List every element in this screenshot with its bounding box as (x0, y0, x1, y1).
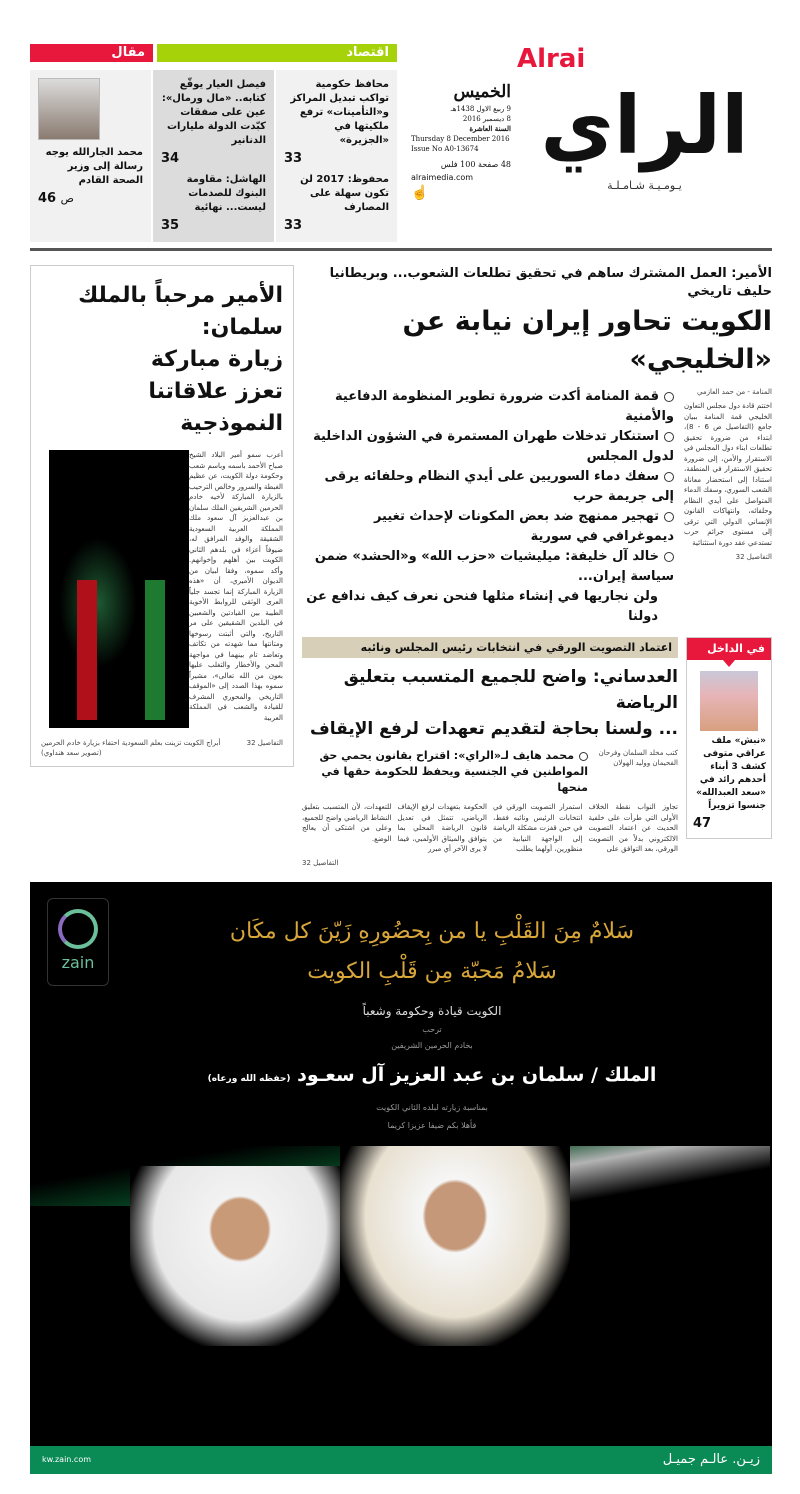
sports-col: للتعهدات، لأن المتسبب بتعليق النشاط الرياضي واضح للجميع، وعلى من اشتكى أن يعالج الوضع. (302, 803, 392, 843)
sports-subhead: محمد هايف لـ«الراي»: اقتراح بقانون يحمي حق المواطنين في الجنسية ويحفظ للحكومة حقها في منحها (319, 749, 588, 794)
lead-byline: المنامة - من حمد العازمي (697, 388, 772, 396)
gregorian-date-ar: 8 ديسمبر 2016 (462, 115, 511, 123)
zain-ad[interactable] (30, 882, 772, 1474)
sports-story (302, 637, 678, 868)
ad-line: الكويت قيادة وحكومة وشعباً (362, 1003, 502, 1018)
red-tower-shape (77, 580, 97, 720)
emir-body: أعرب سمو أمير البلاد الشيخ صباح الأحمد باسمه وباسم شعب وحكومة دولة الكويت، عن عظيم الغبطة والسرور وخالص الترحيب بالزيارة المباركة لأخيه خادم الحرمين الشريفين الملك سلمان بن عبدالعزيز آل سعود ملك المملكة العربية السعودية الشقيقة والوفد المرافق له، ضيوفاً أعزاء في بلدهم الثاني الكويت بين أهلهم وإخوانهم. وأكد سموه، وفقا لبيان من الديوان الأميري، أن «هذه الزيارة المباركة إنما تجسد جلياً العرى الوثقى للروابط الأخوية الطيبة بين القيادتين والشعبين في البلدين الشقيقين على مر التاريخ، والتي أثبتت رسوخها ومتانتها مما شهدته من تكاتف وتعاضد تام بينهما في مواجهة المحن والأخطار والتغلب عليها بعون من الله تعالى»، مشيراً سموه بهذا الصدد إلى «الموقف التاريخي والمحوري المشرف للقيادة والشعب في المملكة العربية (189, 451, 283, 722)
economy-column-right (276, 70, 397, 242)
ad-line: بخادم الحرمين الشريفين (391, 1040, 473, 1050)
masthead (30, 44, 772, 242)
year-label: السنة العاشرة (469, 124, 511, 133)
photo-caption: أبراج الكويت تزينت بعلم السعودية احتفاء بزيارة خادم الحرمين (تصوير سعد هنداوي) (41, 739, 221, 757)
economy-column-mid (153, 70, 274, 242)
logo-arabic: الراي (540, 79, 749, 172)
ad-verse-2: سَلامُ مَحبّة مِن قَلْبِ الكويت (307, 958, 557, 984)
ad-message (132, 882, 732, 1132)
inside-box[interactable] (686, 637, 772, 839)
lead-side (684, 387, 772, 562)
parliament-banner[interactable]: اعتماد التصويت الورقي في انتخابات رئيس المجلس ونائبه (302, 637, 678, 658)
bullet-item: تهجير ممنهج ضد بعض المكونات لإحداث تغيير ديموغرافي في سورية (373, 509, 674, 544)
ad-verse-1: سَلامٌ مِنَ القَلْبِ يا من بِحضُورِهِ زَيّنَ كل مكَان (229, 918, 635, 944)
zain-logo (47, 898, 109, 986)
lead-bullets (302, 387, 674, 627)
sports-headline[interactable]: العدساني: واضح للجميع المتسبب بتعليق الرياضة ... ولسنا بحاجة لتقديم تعهدات لرفع الإيقاف (310, 667, 678, 739)
header-divider (30, 248, 772, 251)
sports-col: تجاوز النواب نقطة الخلاف الأولى التي طرأت على خلفية الحديث عن اعتماد التصويت الالكتروني بدلاً من التصويت الورقي، بعد التوافق على (588, 803, 678, 853)
ad-line: ترحب (422, 1024, 442, 1034)
opinion-teaser[interactable] (30, 70, 151, 242)
bullet-item: قمة المنامة أكدت ضرورة تطوير المنظومة الدفاعية والأمنية (335, 389, 674, 424)
lead-body: اختتم قادة دول مجلس التعاون الخليجي قمة المنامة ببيان جامع (التفاصيل ص 6 - 8)، ابتداء من ضرورة تحقيق تطلعات ابناء دول المجلس في الاستقرار والأمن، إلى ضرورة تحقيق الاستقرار في المنطقة، استنادا إلى استحضار معاناة الشعب السوري، وسفك الدماء المتواصل على أيدي النظام وحلفائه، وانتهاكات القانون الإنساني الدولي التي ترقى إلى مستوى جرائم حرب تستدعي عقد دورة استثنائية (684, 402, 772, 547)
top-sections (30, 44, 397, 242)
section-economy-label: اقتصاد (157, 44, 397, 62)
economy-teaser[interactable]: فيصل العيار يوقّع كتابه.. «مال ورمال»: عين على صفقات كبّدت الدولة مليارات الدنانير 34 (161, 79, 266, 166)
lead-more[interactable]: التفاصيل 32 (735, 553, 772, 561)
economy-teaser[interactable]: محافظ حكومية تواكب تبديل المراكز و«التأمينات» ترفع ملكيتها في «الجزيرة» 33 (284, 79, 389, 166)
emir-story-box (30, 265, 294, 767)
circle-bullet-icon (664, 512, 674, 522)
lead-kicker: الأمير: العمل المشترك ساهم في تحقيق تطلعات الشعوب... وبريطانيا حليف تاريخي (329, 266, 772, 299)
section-opinion-label: مقال (30, 44, 153, 62)
sports-col: استمرار التصويت الورقي في انتخابات الرئيس ونائبه فقط، في حين قفزت مشكلة الرياضة إلى الواجهة النيابية من منظورين، أولهما يطلب (493, 803, 583, 853)
green-tower-shape (145, 580, 165, 720)
issue-info (411, 80, 511, 202)
circle-bullet-icon (664, 392, 674, 402)
emir-sabah-portrait (340, 1146, 570, 1346)
sports-more[interactable]: التفاصيل 32 (302, 858, 339, 867)
columnist-photo (38, 78, 100, 140)
logo-block (517, 44, 772, 194)
bullet-item: سفك دماء السوريين على أيدي النظام وحلفائه يرقى إلى جريمة حرب (324, 469, 674, 504)
circle-bullet-icon (664, 472, 674, 482)
ad-url[interactable]: kw.zain.com (42, 1455, 92, 1464)
date-en: Thursday 8 December 2016 (411, 135, 510, 143)
lead-headline[interactable]: الكويت تحاور إيران نيابة عن «الخليجي» (402, 306, 772, 375)
tagline: يـومـيـة شـامـلـة (607, 179, 682, 192)
inside-page: 47 (693, 816, 712, 831)
emir-headline[interactable]: الأمير مرحباً بالملك سلمان: زيارة مباركة تعزز علاقاتنا النموذجية (78, 283, 283, 436)
ad-line: بمناسبة زيارته لبلده الثاني الكويت (376, 1102, 488, 1112)
circle-bullet-icon (579, 752, 588, 761)
ad-king-name: الملك / سلمان بن عبد العزيز آل سعـود (حفظه الله ورعاه) (207, 1063, 657, 1086)
economy-teaser[interactable]: الهاشل: مقاومة البنوك للصدمات ليست... نهائية 35 (161, 174, 266, 233)
sports-byline: كتب مخلد السلمان وفرحان الفحيمان ووليد الهولان (598, 749, 678, 767)
bullet-item: استنكار تدخلات طهران المستمرة في الشؤون الداخلية لدول المجلس (313, 429, 674, 464)
circle-bullet-icon (664, 552, 674, 562)
logo-latin: Alrai (517, 44, 586, 74)
page-ref: 46 ص (38, 191, 74, 206)
circle-bullet-icon (664, 432, 674, 442)
price: 48 صفحة 100 فلس (440, 160, 511, 169)
hijri-date: 9 ربيع الاول 1438هـ (450, 105, 511, 113)
pointer-triangle-icon (723, 660, 735, 667)
emir-more[interactable]: التفاصيل 32 (246, 739, 283, 747)
weekday: الخميس (453, 82, 511, 102)
issue-number: Issue No A0-13674 (411, 145, 479, 153)
bullet-item: خالد آل خليفة: ميليشيات «حزب الله» و«الحشد» ضمن سياسة إيران... (314, 549, 674, 584)
ad-slogan: زيـن. عالـم جميـل (662, 1452, 760, 1467)
sports-col: الحكومة بتعهدات لرفع الإيقاف الرياضي، تتمثل في تعديل قانون الرياضة المحلي بما يتوافق والميثاق الأولمبي، فيما لا يرى الآخر أي مبرر (397, 803, 487, 853)
towers-photo (49, 450, 189, 728)
ad-line: فأهلا بكم ضيفا عزيزا كريما (387, 1120, 477, 1130)
inside-label: في الداخل (687, 638, 771, 660)
website-link[interactable]: alraimedia.com (411, 173, 474, 182)
inside-photo (700, 671, 758, 731)
lead-column (302, 265, 772, 868)
ad-footer (30, 1446, 772, 1474)
zain-swirl-icon (58, 909, 98, 949)
bullet-item: ولن نجاريها في إنشاء مثلها فنحن نعرف كيف ندافع عن دولنا (306, 589, 658, 624)
inside-title: «نبش» ملف عراقي متوفى كشف 3 أبناء أحدهم رائد في «سعد العبدالله» جنسوا تزويراً (696, 736, 766, 811)
zain-brand: zain (61, 952, 95, 972)
economy-teaser[interactable]: محفوظ: 2017 لن تكون سهلة على المصارف 33 (284, 174, 389, 233)
king-salman-portrait (130, 1166, 350, 1346)
opinion-title: محمد الجارالله يوجه رسالة إلى وزير الصحة القادم (45, 147, 143, 186)
pointer-hand-icon: ☝ (411, 185, 429, 201)
ad-portraits (30, 1146, 772, 1346)
